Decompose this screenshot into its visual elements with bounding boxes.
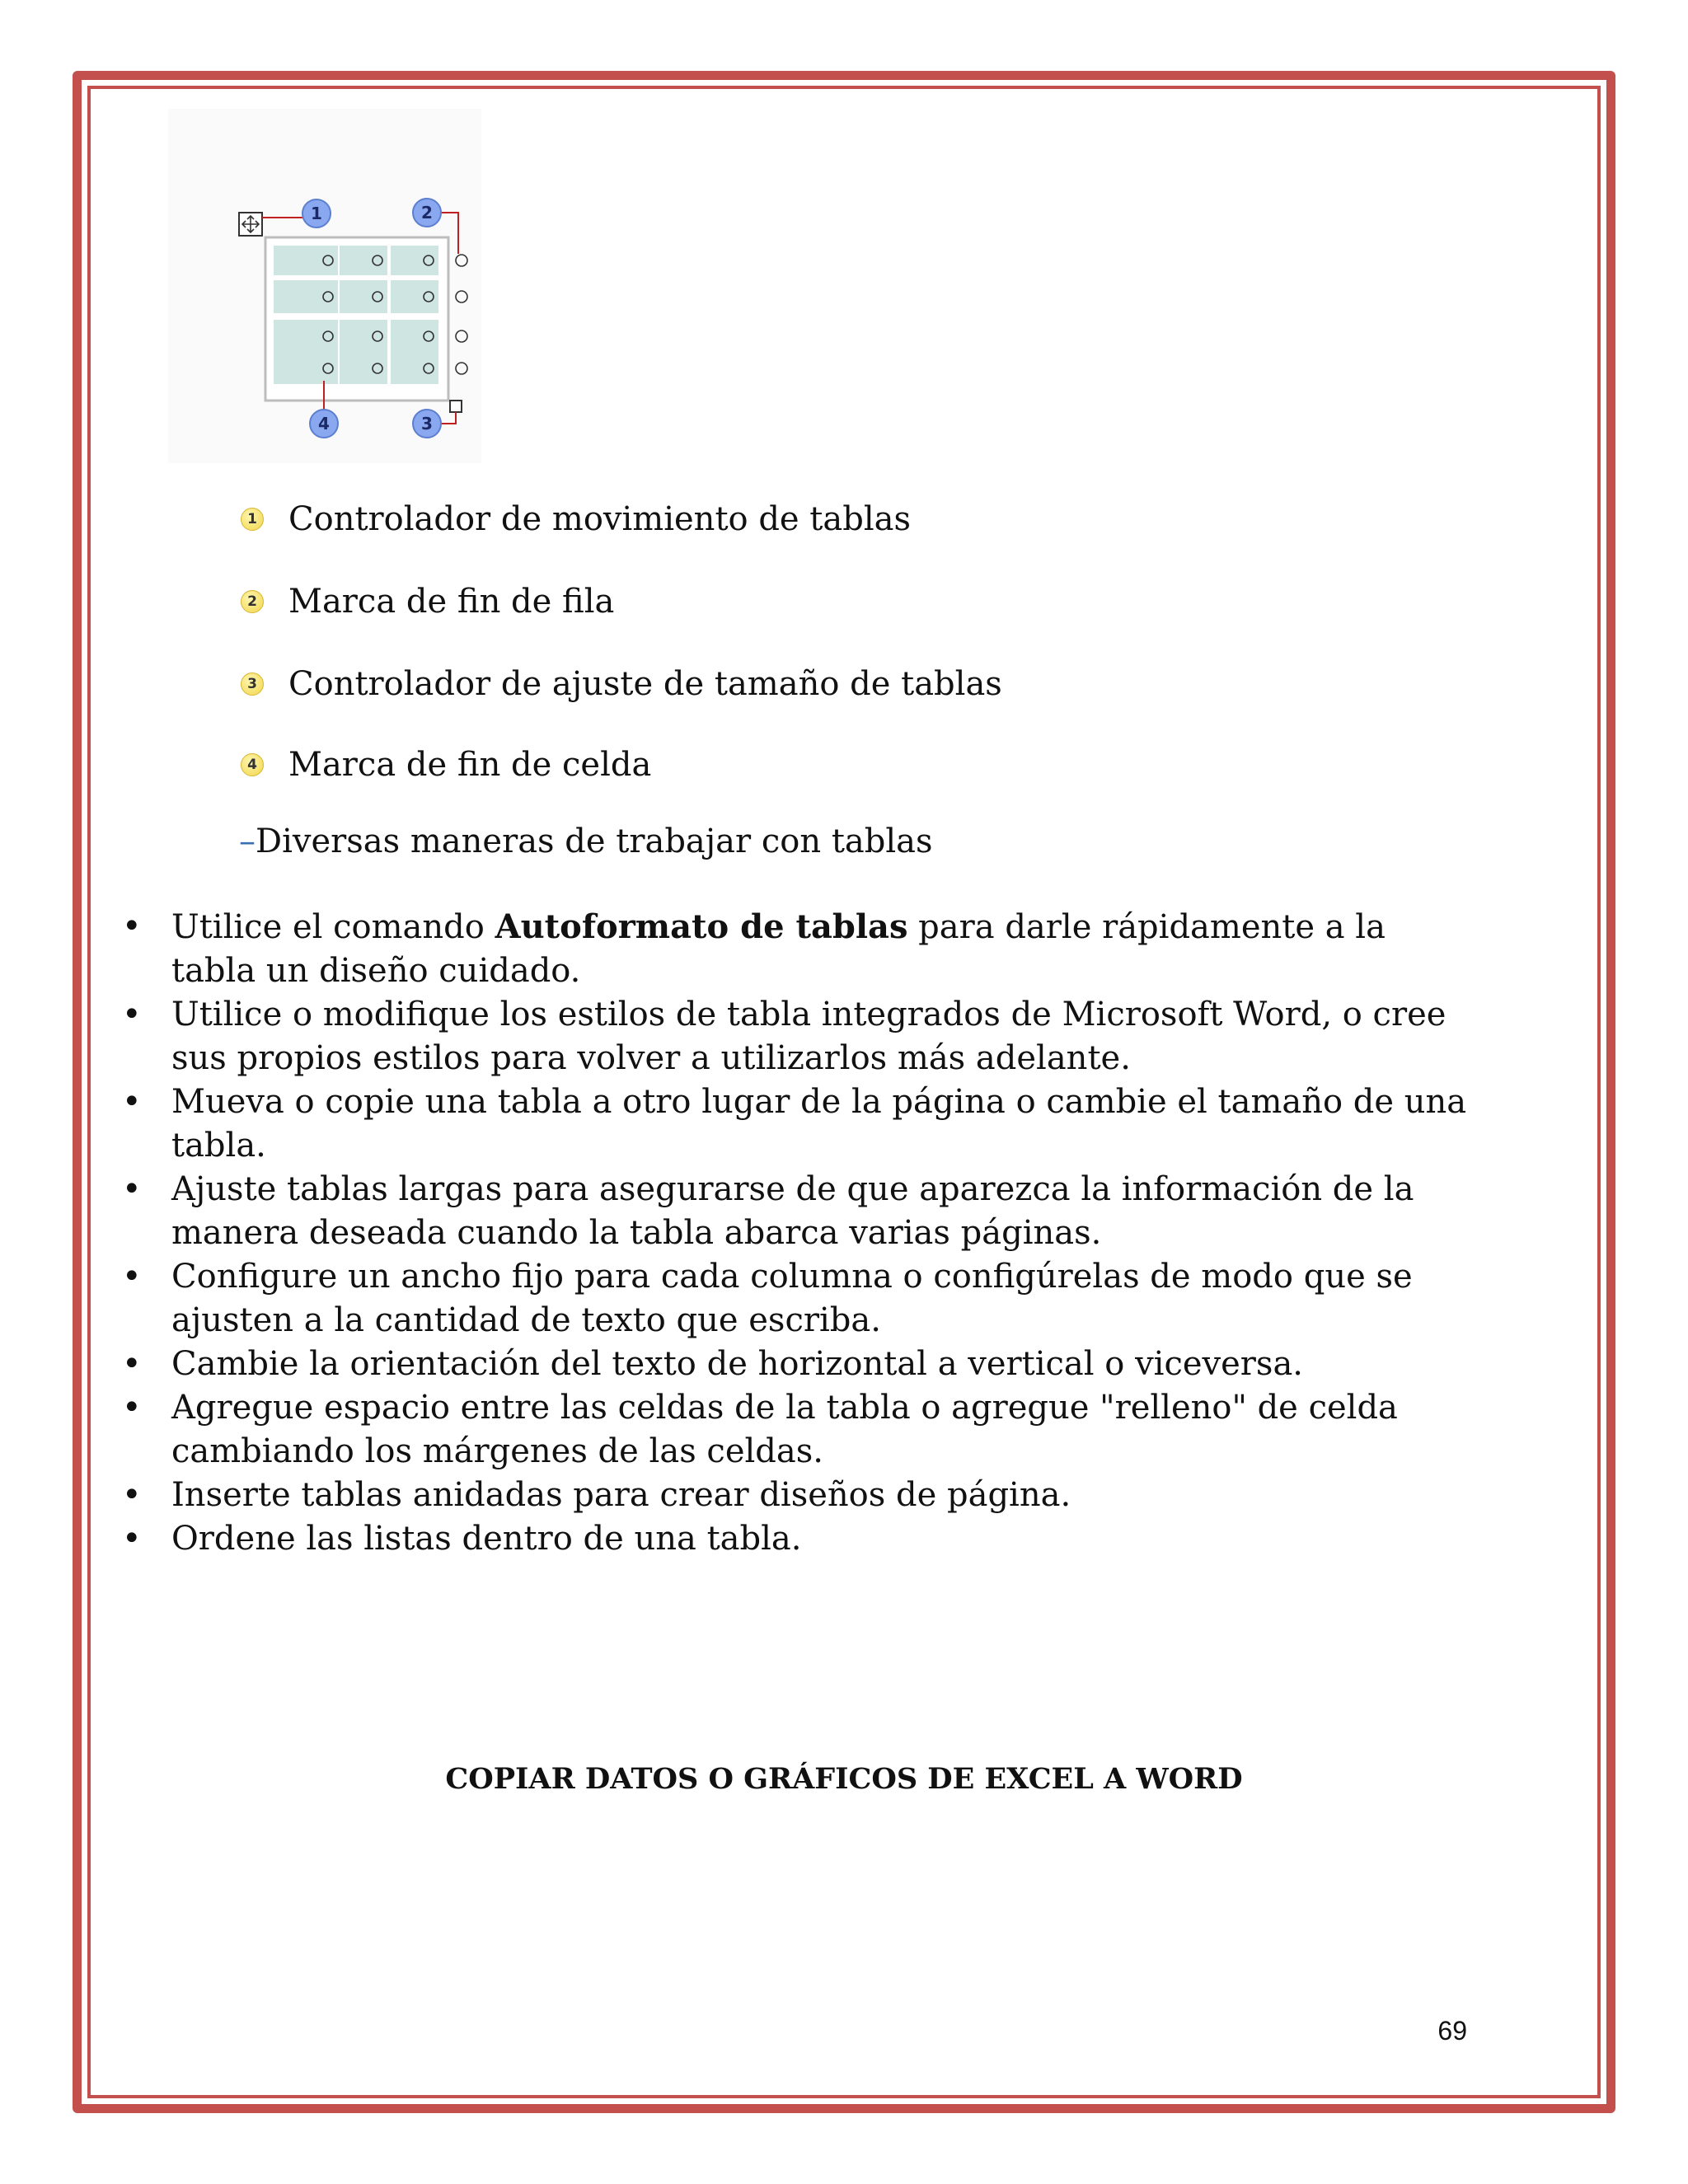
legend-item — [241, 577, 614, 626]
list-item: • Ajuste tablas largas para asegurarse de que aparezca la información de la manera deseada cuando la tabla abarca varias páginas. — [122, 1168, 1474, 1255]
number-badge-icon: 1 — [241, 508, 264, 531]
subheading-dash: – — [239, 823, 256, 860]
leader-line-3 — [440, 412, 456, 424]
list-item: • Ordene las listas dentro de una tabla. — [122, 1517, 1474, 1561]
list-item: • Inserte tablas anidadas para crear diseños de página. — [122, 1474, 1474, 1517]
table-cell — [340, 353, 387, 384]
table-diagram — [168, 109, 481, 463]
end-of-row-mark-icon — [456, 330, 467, 342]
list-item: • Configure un ancho fijo para cada columna o configúrelas de modo que se ajusten a la cantidad de texto que escriba. — [122, 1255, 1474, 1343]
legend-label: Marca de fin de celda — [288, 746, 652, 784]
table-cell — [391, 353, 438, 384]
subheading — [239, 823, 933, 860]
table-cell — [391, 280, 438, 313]
end-of-row-mark-icon — [456, 255, 467, 266]
callout-3 — [413, 410, 441, 438]
number-badge-icon: 3 — [241, 673, 264, 696]
number-badge-icon: 4 — [241, 753, 264, 776]
table-cell — [274, 246, 338, 275]
section-title: COPIAR DATOS O GRÁFICOS DE EXCEL A WORD — [445, 1762, 1243, 1796]
subheading-text: Diversas maneras de trabajar con tablas — [256, 823, 933, 860]
callout-2 — [413, 199, 441, 227]
table-cell — [391, 320, 438, 353]
legend-label: Controlador de movimiento de tablas — [288, 500, 911, 538]
table-cell — [340, 246, 387, 275]
table-diagram-graphic — [168, 109, 481, 463]
callout-1 — [302, 199, 331, 227]
move-handle-icon — [239, 213, 262, 236]
legend-label: Controlador de ajuste de tamaño de tablas — [288, 665, 1002, 703]
svg-text:3: 3 — [421, 414, 433, 434]
table-cell — [274, 353, 338, 384]
callout-4 — [310, 410, 338, 438]
table-cell — [274, 320, 338, 353]
page-number: 69 — [1437, 2016, 1467, 2046]
legend-item — [241, 740, 651, 790]
list-item: • Utilice el comando Autoformato de tablas para darle rápidamente a la tabla un diseño cuidado. — [122, 905, 1474, 993]
table-cell — [340, 320, 387, 353]
table-cell — [340, 280, 387, 313]
svg-text:2: 2 — [421, 203, 433, 223]
number-badge-icon: 2 — [241, 590, 264, 613]
svg-text:4: 4 — [318, 414, 330, 434]
bold-term: Autoformato de tablas — [495, 907, 908, 946]
legend-label: Marca de fin de fila — [288, 583, 615, 621]
list-item: • Agregue espacio entre las celdas de la tabla o agregue "relleno" de celda cambiando los márgenes de las celdas. — [122, 1386, 1474, 1474]
end-of-row-mark-icon — [456, 363, 467, 374]
legend-item — [241, 494, 911, 544]
table-cell — [391, 246, 438, 275]
list-item: • Mueva o copie una tabla a otro lugar de la página o cambie el tamaño de una tabla. — [122, 1080, 1474, 1168]
resize-handle-icon — [450, 401, 462, 412]
legend-item — [241, 659, 1002, 709]
bullet-list — [122, 905, 1474, 1561]
table-cell — [274, 280, 338, 313]
end-of-row-mark-icon — [456, 291, 467, 302]
list-item: • Utilice o modifique los estilos de tabla integrados de Microsoft Word, o cree sus propios estilos para volver a utilizarlos más adelante. — [122, 993, 1474, 1080]
svg-text:1: 1 — [311, 204, 322, 223]
list-item: • Cambie la orientación del texto de horizontal a vertical o viceversa. — [122, 1343, 1474, 1386]
